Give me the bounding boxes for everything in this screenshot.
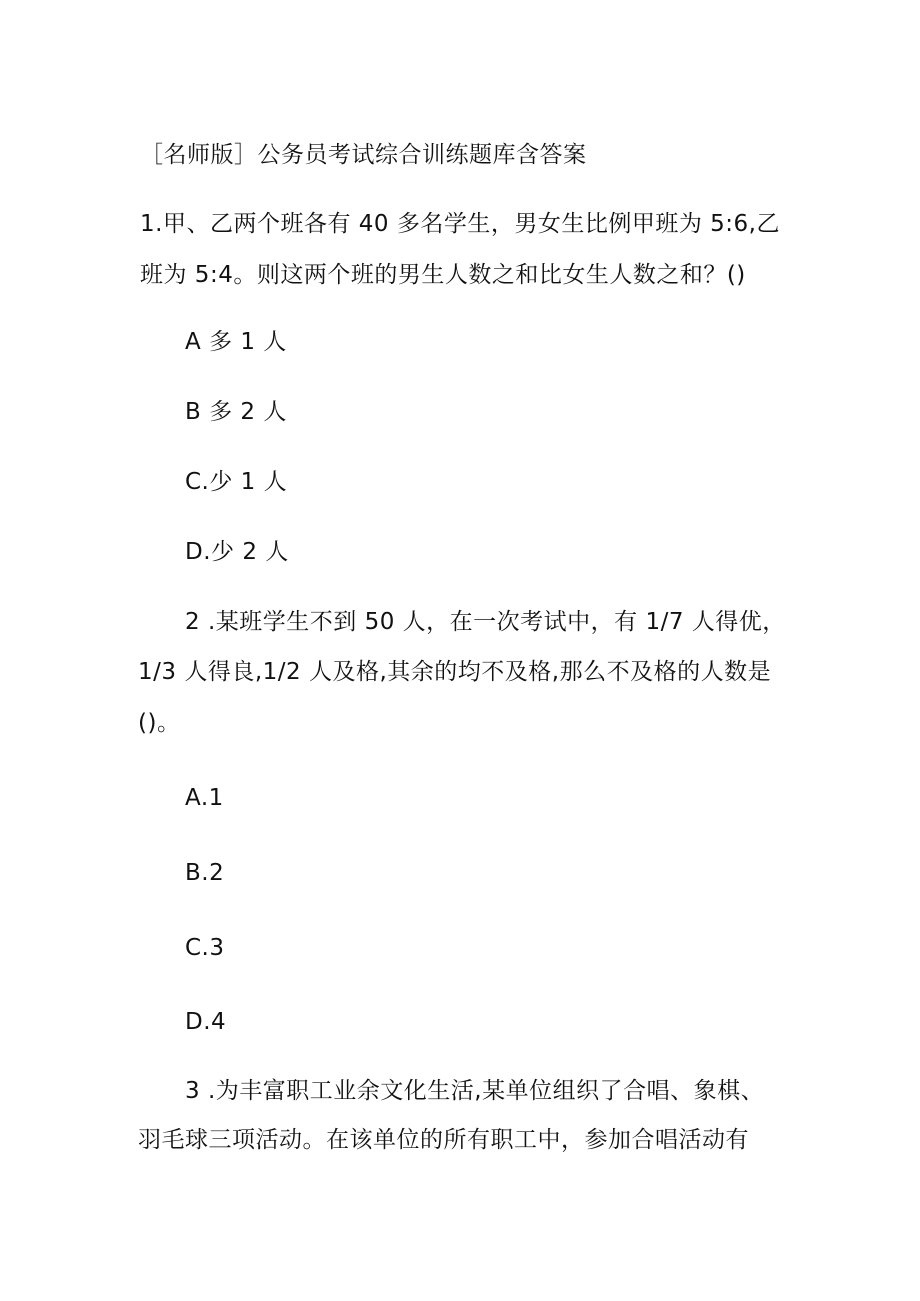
question-2-option-c: C.3 [185,935,225,961]
question-3-line-1: 3 .为丰富职工业余文化生活,某单位组织了合唱、象棋、 [185,1078,765,1104]
question-1-option-a: A 多 1 人 [185,329,287,355]
question-2-line-2: 1/3 人得良,1/2 人及格,其余的均不及格,那么不及格的人数是 [138,659,772,685]
question-1-line-2: 班为 5:4。则这两个班的男生人数之和比女生人数之和？() [140,262,746,288]
question-2-line-3: ()。 [138,710,181,736]
question-2-option-a: A.1 [185,785,224,811]
question-2-line-1: 2 .某班学生不到 50 人，在一次考试中，有 1/7 人得优， [185,609,786,635]
question-2-option-d: D.4 [185,1009,227,1035]
document-title: ［名师版］公务员考试综合训练题库含答案 [140,142,587,168]
question-2-option-b: B.2 [185,860,225,886]
question-1-line-1: 1.甲、乙两个班各有 40 多名学生，男女生比例甲班为 5:6,乙 [140,211,780,237]
question-3-line-2: 羽毛球三项活动。在该单位的所有职工中，参加合唱活动有 [138,1127,749,1153]
question-1-option-b: B 多 2 人 [185,399,287,425]
question-1-option-d: D.少 2 人 [185,539,289,565]
question-1-option-c: C.少 1 人 [185,469,288,495]
